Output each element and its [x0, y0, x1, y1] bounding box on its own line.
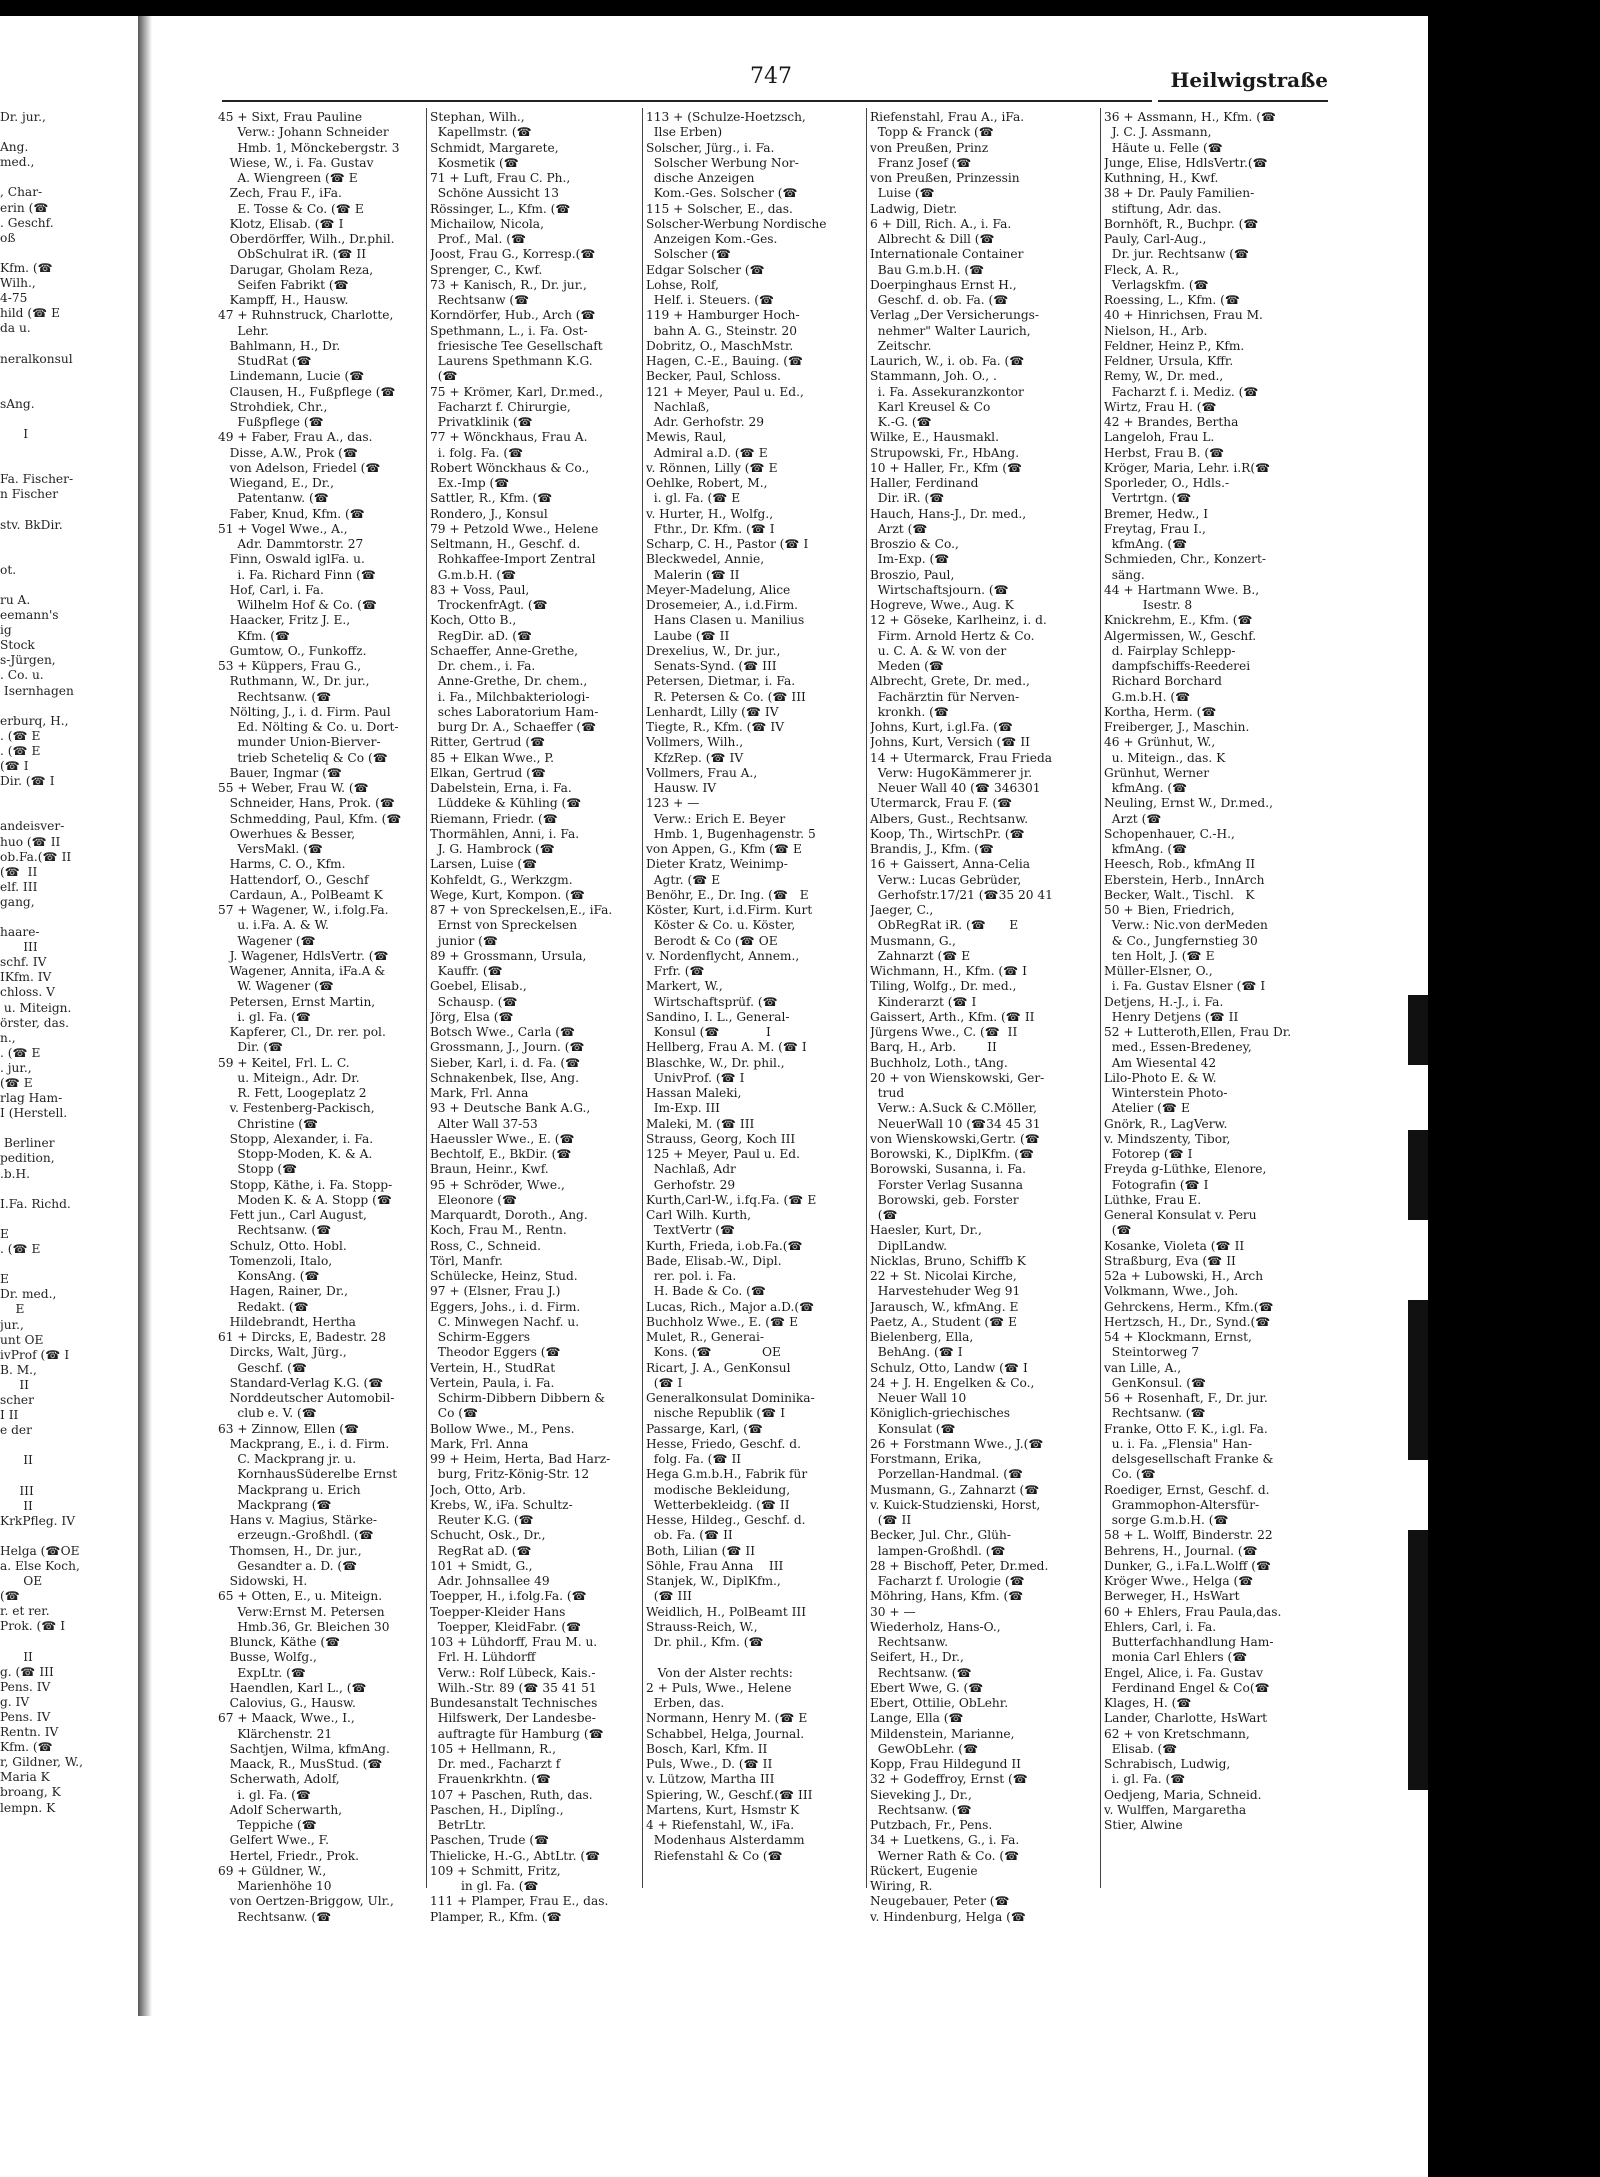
scan-border-right: [1428, 0, 1600, 2177]
thumb-index-mark: [1408, 1300, 1428, 1460]
thumb-index-mark: [1408, 1530, 1428, 1790]
directory-column-2: Stephan, Wilh., Kapellmstr. (☎ Schmidt, Margarete, Kosmetik (☎ 71 + Luft, Frau C. Ph., Schöne Aussicht 13 Rössinger, L., Kfm. (☎ Michailow, Nicola, Prof., Mal. (☎ Joost, Frau G., Korresp.(☎ Sprenger, C., Kwf. 73 + Kanisch, R., Dr. jur., Rechtsanw (☎ Korndörfer, Hub., Arch (☎ Spethmann, L., i. Fa. Ost- friesische Tee Gesellschaft Laurens Spethmann K.G. (☎ 75 + Krömer, Karl, Dr.med., Facharzt f. Chirurgie, Privatklinik (☎ 77 + Wönckhaus, Frau A. i. folg. Fa. (☎ Robert Wönckhaus & Co., Ex.-Imp (☎ Sattler, R., Kfm. (☎ Rondero, J., Konsul 79 + Petzold Wwe., Helene Seltmann, H., Geschf. d. Rohkaffee-Import Zentral G.m.b.H. (☎ 83 + Voss, Paul, TrockenfrAgt. (☎ Koch, Otto B., RegDir. aD. (☎ Schaeffer, Anne-Grethe, Dr. chem., i. Fa. Anne-Grethe, Dr. chem., i. Fa., Milchbakteriologi- sches Laboratorium Ham- burg Dr. A., Schaeffer (☎ Ritter, Gertrud (☎ 85 + Elkan Wwe., P. Elkan, Gertrud (☎ Dabelstein, Erna, i. Fa. Lüddeke & Kühling (☎ Riemann, Friedr. (☎ Thormählen, Anni, i. Fa. J. G. Hambrock (☎ Larsen, Luise (☎ Kohfeldt, G., Werkzgm. Wege, Kurt, Kompon. (☎ 87 + von Spreckelsen,E., iFa. Ernst von Spreckelsen junior (☎ 89 + Grossmann, Ursula, Kauffr. (☎ Goebel, Elisab., Schausp. (☎ Jörg, Elsa (☎ Botsch Wwe., Carla (☎ Grossmann, J., Journ. (☎ Sieber, Karl, i. d. Fa. (☎ Schnakenbek, Ilse, Ang. Mark, Frl. Anna 93 + Deutsche Bank A.G., Alter Wall 37-53 Haeussler Wwe., E. (☎ Bechtolf, E., BkDir. (☎ Braun, Heinr., Kwf. 95 + Schröder, Wwe., Eleonore (☎ Marquardt, Doroth., Ang. Koch, Frau M., Rentn. Ross, C., Schneid. Törl, Manfr. Schülecke, Heinz, Stud. 97 + (Elsner, Frau J.) Eggers, Johs., i. d. Firm. C. Minwegen Nachf. u. Schirm-Eggers Theodor Eggers (☎ Vertein, H., StudRat Vertein, Paula, i. Fa. Schirm-Dibbern Dibbern & Co (☎ Bollow Wwe., M., Pens. Mark, Frl. Anna 99 + Heim, Herta, Bad Harz- burg, Fritz-König-Str. 12 Joch, Otto, Arb. Krebs, W., iFa. Schultz- Reuter K.G. (☎ Schucht, Osk., Dr., RegRat aD. (☎ 101 + Smidt, G., Adr. Johnsallee 49 Toepper, H., i.folg.Fa. (☎ Toepper-Kleider Hans Toepper, KleidFabr. (☎ 103 + Lühdorff, Frau M. u. Frl. H. Lühdorff Verw.: Rolf Lübeck, Kais.- Wilh.-Str. 89 (☎ 35 41 51 Bundesanstalt Technisches Hilfswerk, Der Landesbe- auftragte für Hamburg (☎ 105 + Hellmann, R., Dr. med., Facharzt f Frauenkrkhtn. (☎ 107 + Paschen, Ruth, das. Paschen, H., Diplîng., BetrLtr. Paschen, Trude (☎ Thielicke, H.-G., AbtLtr. (☎ 109 + Schmitt, Fritz, in gl. Fa. (☎ 111 + Plamper, Frau E., das. Plamper, R., Kfm. (☎: [430, 110, 613, 1924]
page-header: [160, 64, 1328, 104]
directory-column-4: Riefenstahl, Frau A., iFa. Topp & Franck (☎ von Preußen, Prinz Franz Josef (☎ von Preußen, Prinzessin Luise (☎ Ladwig, Dietr. 6 + Dill, Rich. A., i. Fa. Albrecht & Dill (☎ Internationale Container Bau G.m.b.H. (☎ Doerpinghaus Ernst H., Geschf. d. ob. Fa. (☎ Verlag „Der Versicherungs- nehmer" Walter Laurich, Zeitschr. Laurich, W., i. ob. Fa. (☎ Stammann, Joh. O., . i. Fa. Assekuranzkontor Karl Kreusel & Co K.-G. (☎ Wilke, E., Hausmakl. Strupowski, Fr., HbAng. 10 + Haller, Fr., Kfm (☎ Haller, Ferdinand Dir. iR. (☎ Hauch, Hans-J., Dr. med., Arzt (☎ Broszio & Co., Im-Exp. (☎ Broszio, Paul, Wirtschaftsjourn. (☎ Hogreve, Wwe., Aug. K 12 + Göseke, Karlheinz, i. d. Firm. Arnold Hertz & Co. u. C. A. & W. von der Meden (☎ Albrecht, Grete, Dr. med., Fachärztin für Nerven- kronkh. (☎ Johns, Kurt, i.gl.Fa. (☎ Johns, Kurt, Versich (☎ II 14 + Utermarck, Frau Frieda Verw: HugoKämmerer jr. Neuer Wall 40 (☎ 346301 Utermarck, Frau F. (☎ Albers, Gust., Rechtsanw. Koop, Th., WirtschPr. (☎ Brandis, J., Kfm. (☎ 16 + Gaissert, Anna-Celia Verw.: Lucas Gebrüder, Gerhofstr.17/21 (☎35 20 41 Jaeger, C., ObRegRat iR. (☎ E Musmann, G., Zahnarzt (☎ E Wichmann, H., Kfm. (☎ I Tiling, Wolfg., Dr. med., Kinderarzt (☎ I Gaissert, Arth., Kfm. (☎ II Jürgens Wwe., C. (☎ II Barq, H., Arb. II Buchholz, Loth., tAng. 20 + von Wienskowski, Ger- trud Verw.: A.Suck & C.Möller, NeuerWall 10 (☎34 45 31 von Wienskowski,Gertr. (☎ Borowski, K., DiplKfm. (☎ Borowski, Susanna, i. Fa. Forster Verlag Susanna Borowski, geb. Forster (☎ Haesler, Kurt, Dr., DiplLandw. Nicklas, Bruno, Schiffb K 22 + St. Nicolai Kirche, Harvestehuder Weg 91 Jarausch, W., kfmAng. E Paetz, A., Student (☎ E Bielenberg, Ella, BehAng. (☎ I Schulz, Otto, Landw (☎ I 24 + J. H. Engelken & Co., Neuer Wall 10 Königlich-griechisches Konsulat (☎ 26 + Forstmann Wwe., J.(☎ Forstmann, Erika, Porzellan-Handmal. (☎ Musmann, G., Zahnarzt (☎ v. Kuick-Studzienski, Horst, (☎ II Becker, Jul. Chr., Glüh- lampen-Großhdl. (☎ 28 + Bischoff, Peter, Dr.med. Facharzt f. Urologie (☎ Möhring, Hans, Kfm. (☎ 30 + — Wiederholz, Hans-O., Rechtsanw. Seifert, H., Dr., Rechtsanw. (☎ Ebert Wwe, G. (☎ Ebert, Ottilie, ObLehr. Lange, Ella (☎ Mildenstein, Marianne, GewObLehr. (☎ Kopp, Frau Hildegund II 32 + Godeffroy, Ernst (☎ Sieveking J., Dr., Rechtsanw. (☎ Putzbach, Fr., Pens. 34 + Luetkens, G., i. Fa. Werner Rath & Co. (☎ Rückert, Eugenie Wiring, R. Neugebauer, Peter (☎ v. Hindenburg, Helga (☎: [870, 110, 1053, 1924]
column-divider: [866, 108, 867, 1888]
header-rule-right: [1158, 100, 1328, 102]
book-gutter-shadow: [138, 16, 152, 2016]
page-number: 747: [750, 64, 792, 89]
column-divider: [426, 108, 427, 1888]
directory-column-5: 36 + Assmann, H., Kfm. (☎ J. C. J. Assmann, Häute u. Felle (☎ Junge, Elise, HdlsVertr.(☎ Kuthning, H., Kwf. 38 + Dr. Pauly Familien- stiftung, Adr. das. Bornhöft, R., Buchpr. (☎ Pauly, Carl-Aug., Dr. jur. Rechtsanw (☎ Fleck, A. R., Verlagskfm. (☎ Roessing, L., Kfm. (☎ 40 + Hinrichsen, Frau M. Nielson, H., Arb. Feldner, Heinz P., Kfm. Feldner, Ursula, Kffr. Remy, W., Dr. med., Facharzt f. i. Mediz. (☎ Wirtz, Frau H. (☎ 42 + Brandes, Bertha Langeloh, Frau L. Herbst, Frau B. (☎ Kröger, Maria, Lehr. i.R(☎ Sporleder, O., Hdls.- Vertrtgn. (☎ Bremer, Hedw., I Freytag, Frau I., kfmAng. (☎ Schmieden, Chr., Konzert- säng. 44 + Hartmann Wwe. B., Isestr. 8 Knickrehm, E., Kfm. (☎ Algermissen, W., Geschf. d. Fairplay Schlepp- dampfschiffs-Reederei Richard Borchard G.m.b.H. (☎ Kortha, Herm. (☎ Freiberger, J., Maschin. 46 + Grünhut, W., u. Miteign., das. K Grünhut, Werner kfmAng. (☎ Neuling, Ernst W., Dr.med., Arzt (☎ Schopenhauer, C.-H., kfmAng. (☎ Heesch, Rob., kfmAng II Eberstein, Herb., InnArch Becker, Walt., Tischl. K 50 + Bien, Friedrich, Verw.: Nic.von derMeden & Co., Jungfernstieg 30 ten Holt, J. (☎ E Müller-Elsner, O., i. Fa. Gustav Elsner (☎ I Detjens, H.-J., i. Fa. Henry Detjens (☎ II 52 + Lutteroth,Ellen, Frau Dr. med., Essen-Bredeney, Am Wiesental 42 Lilo-Photo E. & W. Winterstein Photo- Atelier (☎ E Gnörk, R., LagVerw. v. Mindszenty, Tibor, Fotorep (☎ I Freyda g-Lüthke, Elenore, Fotografin (☎ I Lüthke, Frau E. General Konsulat v. Peru (☎ Kosanke, Violeta (☎ II Straßburg, Eva (☎ II 52a + Lubowski, H., Arch Volkmann, Wwe., Joh. Gehrckens, Herm., Kfm.(☎ Hertzsch, H., Dr., Synd.(☎ 54 + Klockmann, Ernst, Steintorweg 7 van Lille, A., GenKonsul. (☎ 56 + Rosenhaft, F., Dr. jur. Rechtsanw. (☎ Franke, Otto F. K., i.gl. Fa. u. i. Fa. „Flensia" Han- delsgesellschaft Franke & Co. (☎ Roediger, Ernst, Geschf. d. Grammophon-Altersfür- sorge G.m.b.H. (☎ 58 + L. Wolff, Binderstr. 22 Behrens, H., Journal. (☎ Dunker, G., i.Fa.L.Wolff (☎ Kröger Wwe., Helga (☎ Berweger, H., HsWart 60 + Ehlers, Frau Paula,das. Ehlers, Carl, i. Fa. Butterfachhandlung Ham- monia Carl Ehlers (☎ Engel, Alice, i. Fa. Gustav Ferdinand Engel & Co(☎ Klages, H. (☎ Lander, Charlotte, HsWart 62 + von Kretschmann, Elisab. (☎ Schrabisch, Ludwig, i. gl. Fa. (☎ Oedjeng, Maria, Schneid. v. Wulffen, Margaretha Stier, Alwine: [1104, 110, 1292, 1832]
directory-column-1: 45 + Sixt, Frau Pauline Verw.: Johann Schneider Hmb. 1, Mönckebergstr. 3 Wiese, W., i. Fa. Gustav A. Wiengreen (☎ E Zech, Frau F., iFa. E. Tosse & Co. (☎ E Klotz, Elisab. (☎ I Oberdörffer, Wilh., Dr.phil. ObSchulrat iR. (☎ II Darugar, Gholam Reza, Seifen Fabrikt (☎ Kampff, H., Hausw. 47 + Ruhnstruck, Charlotte, Lehr. Bahlmann, H., Dr. StudRat (☎ Lindemann, Lucie (☎ Clausen, H., Fußpflege (☎ Strohdiek, Chr., Fußpflege (☎ 49 + Faber, Frau A., das. Disse, A.W., Prok (☎ von Adelson, Friedel (☎ Wiegand, E., Dr., Patentanw. (☎ Faber, Knud, Kfm. (☎ 51 + Vogel Wwe., A., Adr. Dammtorstr. 27 Finn, Oswald iglFa. u. i. Fa. Richard Finn (☎ Hof, Carl, i. Fa. Wilhelm Hof & Co. (☎ Haacker, Fritz J. E., Kfm. (☎ Gumtow, O., Funkoffz. 53 + Küppers, Frau G., Ruthmann, W., Dr. jur., Rechtsanw. (☎ Nölting, J., i. d. Firm. Paul Ed. Nölting & Co. u. Dort- munder Union-Bierver- trieb Scheteliq & Co (☎ Bauer, Ingmar (☎ 55 + Weber, Frau W. (☎ Schneider, Hans, Prok. (☎ Schmedding, Paul, Kfm. (☎ Owerhues & Besser, VersMakl. (☎ Harms, C. O., Kfm. Hattendorf, O., Geschf Cardaun, A., PolBeamt K 57 + Wagener, W., i.folg.Fa. u. i.Fa. A. & W. Wagener (☎ J. Wagener, HdlsVertr. (☎ Wagener, Annita, iFa.A & W. Wagener (☎ Petersen, Ernst Martin, i. gl. Fa. (☎ Kapferer, Cl., Dr. rer. pol. Dir. (☎ 59 + Keitel, Frl. L. C. u. Miteign., Adr. Dr. R. Fett, Loogeplatz 2 v. Festenberg-Packisch, Christine (☎ Stopp, Alexander, i. Fa. Stopp-Moden, K. & A. Stopp (☎ Stopp, Käthe, i. Fa. Stopp- Moden K. & A. Stopp (☎ Fett jun., Carl August, Rechtsanw. (☎ Schulz, Otto. Hobl. Tomenzoli, Italo, KonsAng. (☎ Hagen, Rainer, Dr., Redakt. (☎ Hildebrandt, Hertha 61 + Dircks, E, Badestr. 28 Dircks, Walt, Jürg., Geschf. (☎ Standard-Verlag K.G. (☎ Norddeutscher Automobil- club e. V. (☎ 63 + Zinnow, Ellen (☎ Mackprang, E., i. d. Firm. C. Mackprang jr. u. KornhausSüderelbe Ernst Mackprang u. Erich Mackprang (☎ Hans v. Magius, Stärke- erzeugn.-Großhdl. (☎ Thomsen, H., Dr. jur., Gesandter a. D. (☎ Sidowski, H. 65 + Otten, E., u. Miteign. Verw:Ernst M. Petersen Hmb.36, Gr. Bleichen 30 Blunck, Käthe (☎ Busse, Wolfg., ExpLtr. (☎ Haendlen, Karl L., (☎ Calovius, G., Hausw. 67 + Maack, Wwe., I., Klärchenstr. 21 Sachtjen, Wilma, kfmAng. Maack, R., MusStud. (☎ Scherwath, Adolf, i. gl. Fa. (☎ Adolf Scherwarth, Teppiche (☎ Gelfert Wwe., F. Hertel, Friedr., Prok. 69 + Güldner, W., Marienhöhe 10 von Oertzen-Briggow, Ulr., Rechtsanw. (☎: [218, 110, 402, 1924]
column-divider: [642, 108, 643, 1888]
header-rule: [222, 100, 1152, 102]
running-title: Heilwigstraße: [1170, 68, 1328, 92]
scan-border-top: [0, 0, 1428, 16]
thumb-index-mark: [1408, 1130, 1428, 1220]
column-divider: [1100, 108, 1101, 1888]
directory-column-3: 113 + (Schulze-Hoetzsch, Ilse Erben) Solscher, Jürg., i. Fa. Solscher Werbung Nor- dische Anzeigen Kom.-Ges. Solscher (☎ 115 + Solscher, E., das. Solscher-Werbung Nordische Anzeigen Kom.-Ges. Solscher (☎ Edgar Solscher (☎ Lohse, Rolf, Helf. i. Steuers. (☎ 119 + Hamburger Hoch- bahn A. G., Steinstr. 20 Dobritz, O., MaschMstr. Hagen, C.-E., Bauing. (☎ Becker, Paul, Schloss. 121 + Meyer, Paul u. Ed., Nachlaß, Adr. Gerhofstr. 29 Mewis, Raul, Admiral a.D. (☎ E v. Rönnen, Lilly (☎ E Oehlke, Robert, M., i. gl. Fa. (☎ E v. Hurter, H., Wolfg., Fthr., Dr. Kfm. (☎ I Scharp, C. H., Pastor (☎ I Bleckwedel, Annie, Malerin (☎ II Meyer-Madelung, Alice Drosemeier, A., i.d.Firm. Hans Clasen u. Manilius Laube (☎ II Drexelius, W., Dr. jur., Senats-Synd. (☎ III Petersen, Dietmar, i. Fa. R. Petersen & Co. (☎ III Lenhardt, Lilly (☎ IV Tiegte, R., Kfm. (☎ IV Vollmers, Wilh., KfzRep. (☎ IV Vollmers, Frau A., Hausw. IV 123 + — Verw.: Erich E. Beyer Hmb. 1, Bugenhagenstr. 5 von Appen, G., Kfm (☎ E Dieter Kratz, Weinimp- Agtr. (☎ E Benöhr, E., Dr. Ing. (☎ E Köster, Kurt, i.d.Firm. Kurt Köster & Co. u. Köster, Berodt & Co (☎ OE v. Nordenflycht, Annem., Frfr. (☎ Markert, W., Wirtschaftsprüf. (☎ Sandino, I. L., General- Konsul (☎ I Hellberg, Frau A. M. (☎ I Blaschke, W., Dr. phil., UnivProf. (☎ I Hassan Maleki, Im-Exp. III Maleki, M. (☎ III Strauss, Georg, Koch III 125 + Meyer, Paul u. Ed. Nachlaß, Adr Gerhofstr. 29 Kurth,Carl-W., i.fq.Fa. (☎ E Carl Wilh. Kurth, TextVertr (☎ Kurth, Frieda, i.ob.Fa.(☎ Bade, Elisab.-W., Dipl. rer. pol. i. Fa. H. Bade & Co. (☎ Lucas, Rich., Major a.D.(☎ Buchholz Wwe., E. (☎ E Mulet, R., Generai- Kons. (☎ OE Ricart, J. A., GenKonsul (☎ I Generalkonsulat Dominika- nische Republik (☎ I Passarge, Karl, (☎ Hesse, Friedo, Geschf. d. folg. Fa. (☎ II Hega G.m.b.H., Fabrik für modische Bekleidung, Wetterbekleidg. (☎ II Hesse, Hildeg., Geschf. d. ob. Fa. (☎ II Both, Lilian (☎ II Söhle, Frau Anna III Stanjek, W., DiplKfm., (☎ III Weidlich, H., PolBeamt III Strauss-Reich, W., Dr. phil., Kfm. (☎ Von der Alster rechts: 2 + Puls, Wwe., Helene Erben, das. Normann, Henry M. (☎ E Schabbel, Helga, Journal. Bosch, Karl, Kfm. II Puls, Wwe., D. (☎ II v. Lützow, Martha III Spiering, W., Geschf.(☎ III Martens, Kurt, Hsmstr K 4 + Riefenstahl, W., iFa. Modenhaus Alsterdamm Riefenstahl & Co (☎: [646, 110, 827, 1863]
thumb-index-mark: [1408, 995, 1428, 1065]
previous-page-fragment: Dr. jur., Ang. med., , Char- erin (☎ . Geschf. oß Kfm. (☎ Wilh., 4-75 hild (☎ E da u. neralkonsul sAng. I Fa. Fischer- n Fischer stv. BkDir. ot. ru A. eemann's ig Stock s-Jürgen, . Co. u. Isernhagen erburq, H., . (☎ E . (☎ E (☎ I Dir. (☎ I andeisver- huo (☎ II ob.Fa.(☎ II (☎ II elf. III gang, haare- III schf. IV IKfm. IV chloss. V u. Miteign. örster, das. n., . (☎ E . jur., (☎ E rlag Ham- I (Herstell. Berliner pedition, .b.H. I.Fa. Richd. E . (☎ E E Dr. med., E jur., unt OE ivProf (☎ I B. M., II scher I II e der II III II KrkPfleg. IV Helga (☎OE a. Else Koch, OE (☎ r. et rer. Prok. (☎ I II g. (☎ III Pens. IV g. IV Pens. IV Rentn. IV Kfm. (☎ r, Gildner, W., Maria K broang, K lempn. K: [0, 110, 84, 1815]
